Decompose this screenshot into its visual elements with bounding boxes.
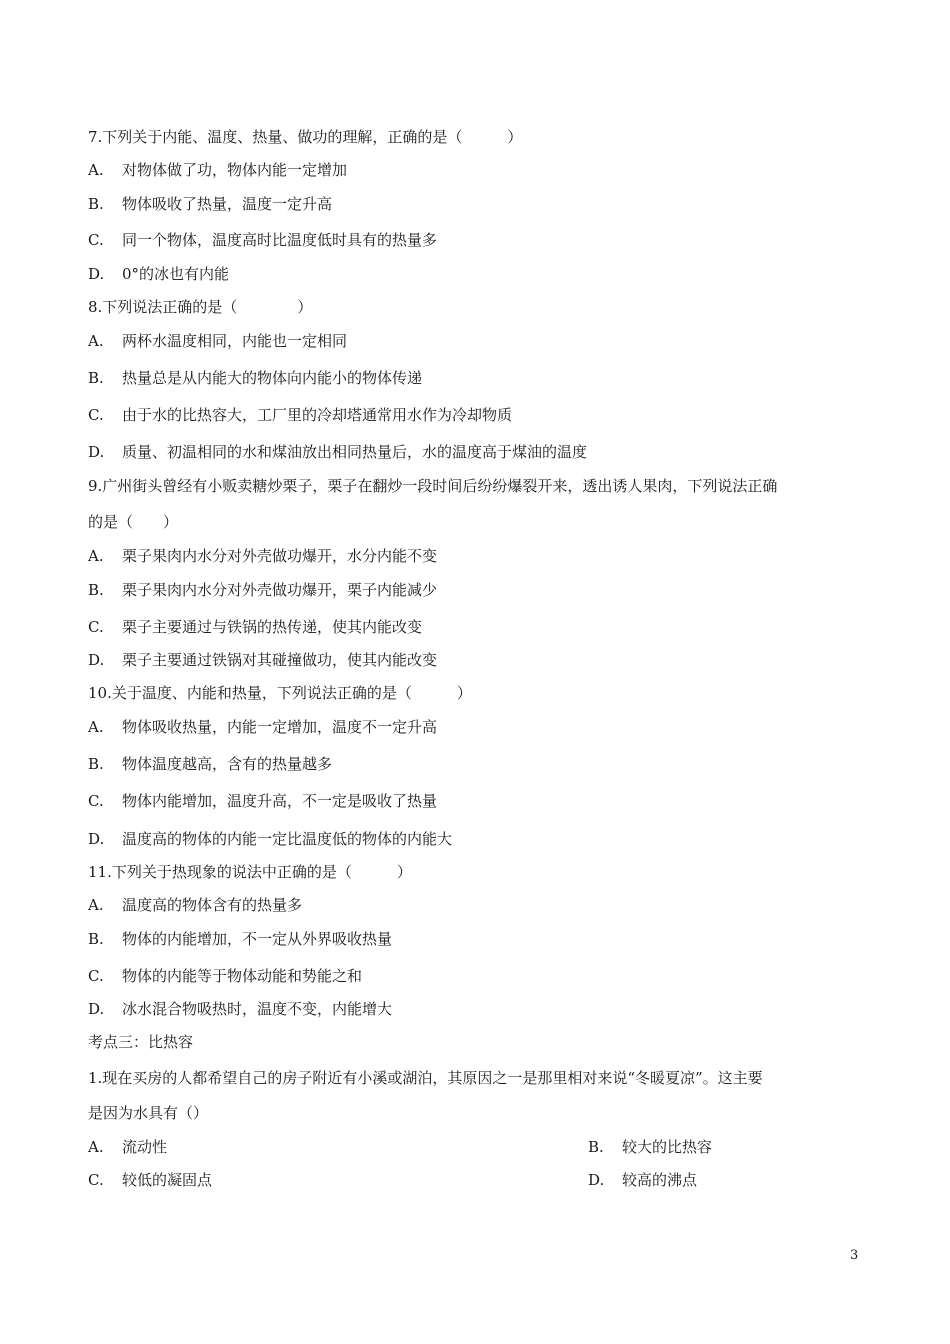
question-8-option-d: D. 质量、初温相同的水和煤油放出相同热量后，水的温度高于煤油的温度 <box>88 443 588 461</box>
section-3-question-1-option-a: A. 流动性 <box>88 1138 168 1156</box>
question-9-option-a: A. 栗子果肉内水分对外壳做功爆开，水分内能不变 <box>88 547 438 565</box>
question-9-option-b: B. 栗子果肉内水分对外壳做功爆开，栗子内能减少 <box>88 581 438 599</box>
question-11-option-a: A. 温度高的物体含有的热量多 <box>88 896 303 914</box>
question-10-option-d: D. 温度高的物体的内能一定比温度低的物体的内能大 <box>88 830 453 848</box>
question-7-option-c: C. 同一个物体，温度高时比温度低时具有的热量多 <box>88 231 438 249</box>
section-3-question-1-stem-line-1: 1.现在买房的人都希望自己的房子附近有小溪或湖泊，其原因之一是那里相对来说“冬暖夏凉”。这主要 <box>88 1069 763 1087</box>
question-7-option-a: A. 对物体做了功，物体内能一定增加 <box>88 161 348 179</box>
section-3-question-1-option-b: B. 较大的比热容 <box>588 1138 713 1156</box>
question-9-stem-line-2: 的是（ ） <box>88 513 179 531</box>
question-8-stem: 8.下列说法正确的是（ ） <box>88 298 313 316</box>
question-9-option-c: C. 栗子主要通过与铁锅的热传递，使其内能改变 <box>88 618 423 636</box>
question-9-option-d: D. 栗子主要通过铁锅对其碰撞做功，使其内能改变 <box>88 651 438 669</box>
question-9-stem-line-1: 9.广州街头曾经有小贩卖糖炒栗子，栗子在翻炒一段时间后纷纷爆裂开来，透出诱人果肉，下列说法正确 <box>88 477 778 495</box>
section-3-question-1-option-c: C. 较低的凝固点 <box>88 1171 213 1189</box>
question-10-option-a: A. 物体吸收热量，内能一定增加，温度不一定升高 <box>88 718 438 736</box>
question-11-stem: 11.下列关于热现象的说法中正确的是（ ） <box>88 863 412 881</box>
question-8-option-c: C. 由于水的比热容大，工厂里的冷却塔通常用水作为冷却物质 <box>88 406 513 424</box>
section-3-heading: 考点三：比热容 <box>88 1033 194 1051</box>
question-7-stem: 7.下列关于内能、温度、热量、做功的理解，正确的是（ ） <box>88 128 523 146</box>
question-10-stem: 10.关于温度、内能和热量，下列说法正确的是（ ） <box>88 684 472 702</box>
question-10-option-b: B. 物体温度越高，含有的热量越多 <box>88 755 333 773</box>
question-7-option-b: B. 物体吸收了热量，温度一定升高 <box>88 195 333 213</box>
question-11-option-d: D. 冰水混合物吸热时，温度不变，内能增大 <box>88 1000 393 1018</box>
question-8-option-a: A. 两杯水温度相同，内能也一定相同 <box>88 332 348 350</box>
question-7-option-d: D. 0°的冰也有内能 <box>88 265 230 283</box>
question-10-option-c: C. 物体内能增加，温度升高，不一定是吸收了热量 <box>88 792 438 810</box>
question-8-option-b: B. 热量总是从内能大的物体向内能小的物体传递 <box>88 369 423 387</box>
question-11-option-c: C. 物体的内能等于物体动能和势能之和 <box>88 967 363 985</box>
section-3-question-1-stem-line-2: 是因为水具有（） <box>88 1104 209 1122</box>
section-3-question-1-option-d: D. 较高的沸点 <box>588 1171 698 1189</box>
question-11-option-b: B. 物体的内能增加，不一定从外界吸收热量 <box>88 930 393 948</box>
page-number: 3 <box>850 1248 859 1263</box>
